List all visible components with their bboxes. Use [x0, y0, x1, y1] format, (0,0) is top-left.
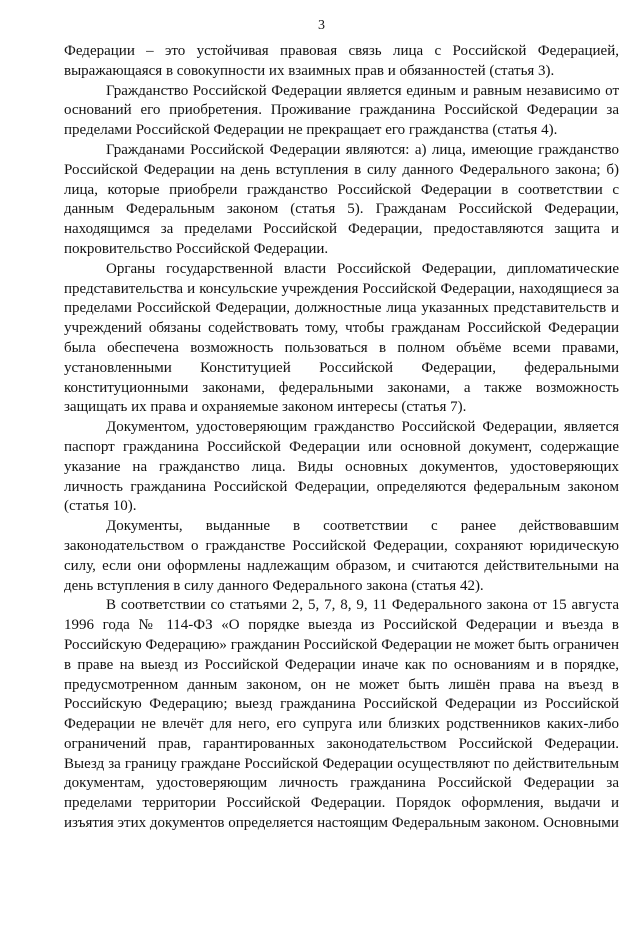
- page-number: 3: [318, 18, 325, 33]
- paragraph: Документы, выданные в соответствии с ранее действовавшим законодательством о гражданстве Российской Федерации, сохраняют юридическую силу, если они оформлены надлежащим образом, и считаются действительными на день вступления в силу данного Федерального закона (статья 42).: [64, 518, 619, 594]
- paragraph-continuation: Федерации – это устойчивая правовая связь лица с Российской Федерацией, выражающаяся в совокупности их взаимных прав и обязанностей (статья 3).: [64, 43, 619, 79]
- body-text: [64, 42, 619, 834]
- paragraph: Органы государственной власти Российской Федерации, дипломатические представительства и консульские учреждения Российской Федерации, находящиеся за пределами Российской Федерации, должностные лица указанных представительств и учреждений обязаны содействовать тому, чтобы гражданам Российской Федерации была обеспечена возможность пользоваться в полном объёме всеми правами, установленными Конституцией Российской Федерации, федеральными конституционными законами, федеральными законами, а также возможность защищать их права и охраняемые законом интересы (статья 7).: [64, 260, 619, 416]
- paragraph: Гражданство Российской Федерации является единым и равным независимо от оснований его приобретения. Проживание гражданина Российской Федерации за пределами Российской Федерации не прекращает его гражданства (статья 4).: [64, 82, 619, 139]
- paragraph: Гражданами Российской Федерации являются: а) лица, имеющие гражданство Российской Федерации на день вступления в силу данного Федерального закона; б) лица, которые приобрели гражданство Российской Федерации в соответствии с данным Федеральным законом (статья 5). Гражданам Российской Федерации, находящимся за пределами Российской Федерации, предоставляются защита и покровительство Российской Федерации.: [64, 141, 619, 257]
- paragraph: Документом, удостоверяющим гражданство Российской Федерации, является паспорт гражданина Российской Федерации или основной документ, содержащие указание на гражданство лица. Виды основных документов, удостоверяющих личность гражданина Российской Федерации, определяются федеральным законом (статья 10).: [64, 419, 619, 515]
- paragraph: В соответствии со статьями 2, 5, 7, 8, 9, 11 Федерального закона от 15 августа 1996 года № 114-ФЗ «О порядке выезда из Российской Федерации и въезда в Российскую Федерацию» гражданин Российской Федерации не может быть ограничен в праве на выезд из Российской Федерации иначе как по основаниям и в порядке, предусмотренном данным законом, он не может быть лишён права на въезд в Российскую Федерацию; выезд гражданина Российской Федерации из Российской Федерации не влечёт для него, его супруга или близких родственников каких-либо ограничений прав, гарантированных законодательством Российской Федерации. Выезд за границу граждане Российской Федерации осуществляют по действительным документам, удостоверяющим личность гражданина Российской Федерации за пределами территории Российской Федерации. Порядок оформления, выдачи и изъятия этих документов определяется настоящим Федеральным законом. Основными: [64, 597, 619, 832]
